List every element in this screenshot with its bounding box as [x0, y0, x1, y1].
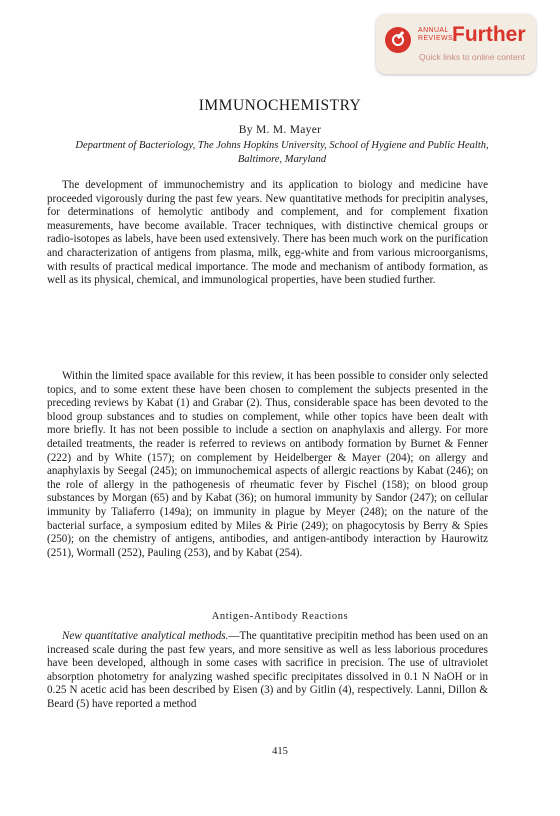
article-title: IMMUNOCHEMISTRY — [198, 97, 362, 114]
paragraph-scope — [47, 370, 488, 560]
article-author: By M. M. Mayer — [238, 124, 322, 136]
paragraph-2-text: Within the limited space available for this review, it has been possible to consider only selected topics, and to some extent these have been chosen to complement the subjects presented in the preceding reviews by Kabat (1) and Grabar (2). Thus, considerable space has been devoted to the blood group substances and to studies on complement, while other topics have been dealt with more briefly. It has not been possible to include a section on anaphylaxis and allergy. For more detailed treatments, the reader is referred to reviews on antibody formation by Burnet & Fenner (222) and by White (157); on complement by Heidelberger & Mayer (204); on allergy and anaphylaxis by Seegal (245); on immunochemical aspects of allergic reactions by Kabat (246); on the role of allergy in the pathogenesis of rheumatic fever by Fischel (158); on blood group substances by Morgan (65) and by Kabat (36); on humoral immunity by Sandor (247); on cellular immunity by Taliaferro (149a); on immunity in plague by Meyer (248); on the nature of the bacterial surface, a symposium edited by Miles & Pirie (249); on phagocytosis by Berry & Spies (250); on the chemistry of antigens, antibodies, and antigen-antibody interaction by Haurowitz (251), Wormall (252), Pauling (253), and by Kabat (254). — [47, 370, 488, 559]
author-affiliation: Department of Bacteriology, The Johns Hopkins University, School of Hygiene and Public Health, Baltimore, Maryland — [75, 140, 489, 165]
run-in-heading: New quantitative analytical methods. — [62, 630, 229, 642]
banner-annual-label: ANNUAL — [418, 27, 449, 34]
banner-quick-links[interactable]: Quick links to online content — [419, 52, 525, 62]
page-number: 415 — [272, 746, 288, 757]
paragraph-3-text: —The quantitative precipitin method has been used on an increased scale during the past few years, and more sensitive as well as less laborious procedures have been developed, although in some cases with sacrifice in precision. The use of ultraviolet absorption photometry for analyzing washed specific precipitates dissolved in 0.1 N NaOH or in 0.25 N acetic acid has been described by Eisen (3) and by Gitlin (4), respectively. Lanni, Dillon & Beard (5) have reported a method — [47, 630, 488, 710]
section-heading: Antigen-Antibody Reactions — [211, 611, 349, 622]
paragraph-intro — [47, 179, 488, 288]
banner-further-label: Further — [452, 23, 526, 46]
paragraph-3 — [47, 630, 488, 712]
search-icon — [385, 27, 411, 53]
further-banner[interactable] — [376, 14, 536, 74]
paragraph-1-text: The development of immunochemistry and its application to biology and medicine have proceeded vigorously during the past few years. New quantitative methods for precipitin analyses, for determinations of hemolytic antibody and complement, and for complement fixation measurements, have become available. Tracer techniques, with distinctive chemical groups or radio-isotopes as labels, have been used extensively. There has been much work on the purification and characterization of antigens from plasma, milk, egg-white and from various microorganisms, with results of practical medical importance. The mode and mechanism of antibody formation, as well as its physical, chemical, and immunological properties, have been studied further. — [47, 179, 488, 287]
banner-reviews-label: REVIEWS — [418, 35, 454, 42]
paragraph-methods — [47, 630, 488, 712]
